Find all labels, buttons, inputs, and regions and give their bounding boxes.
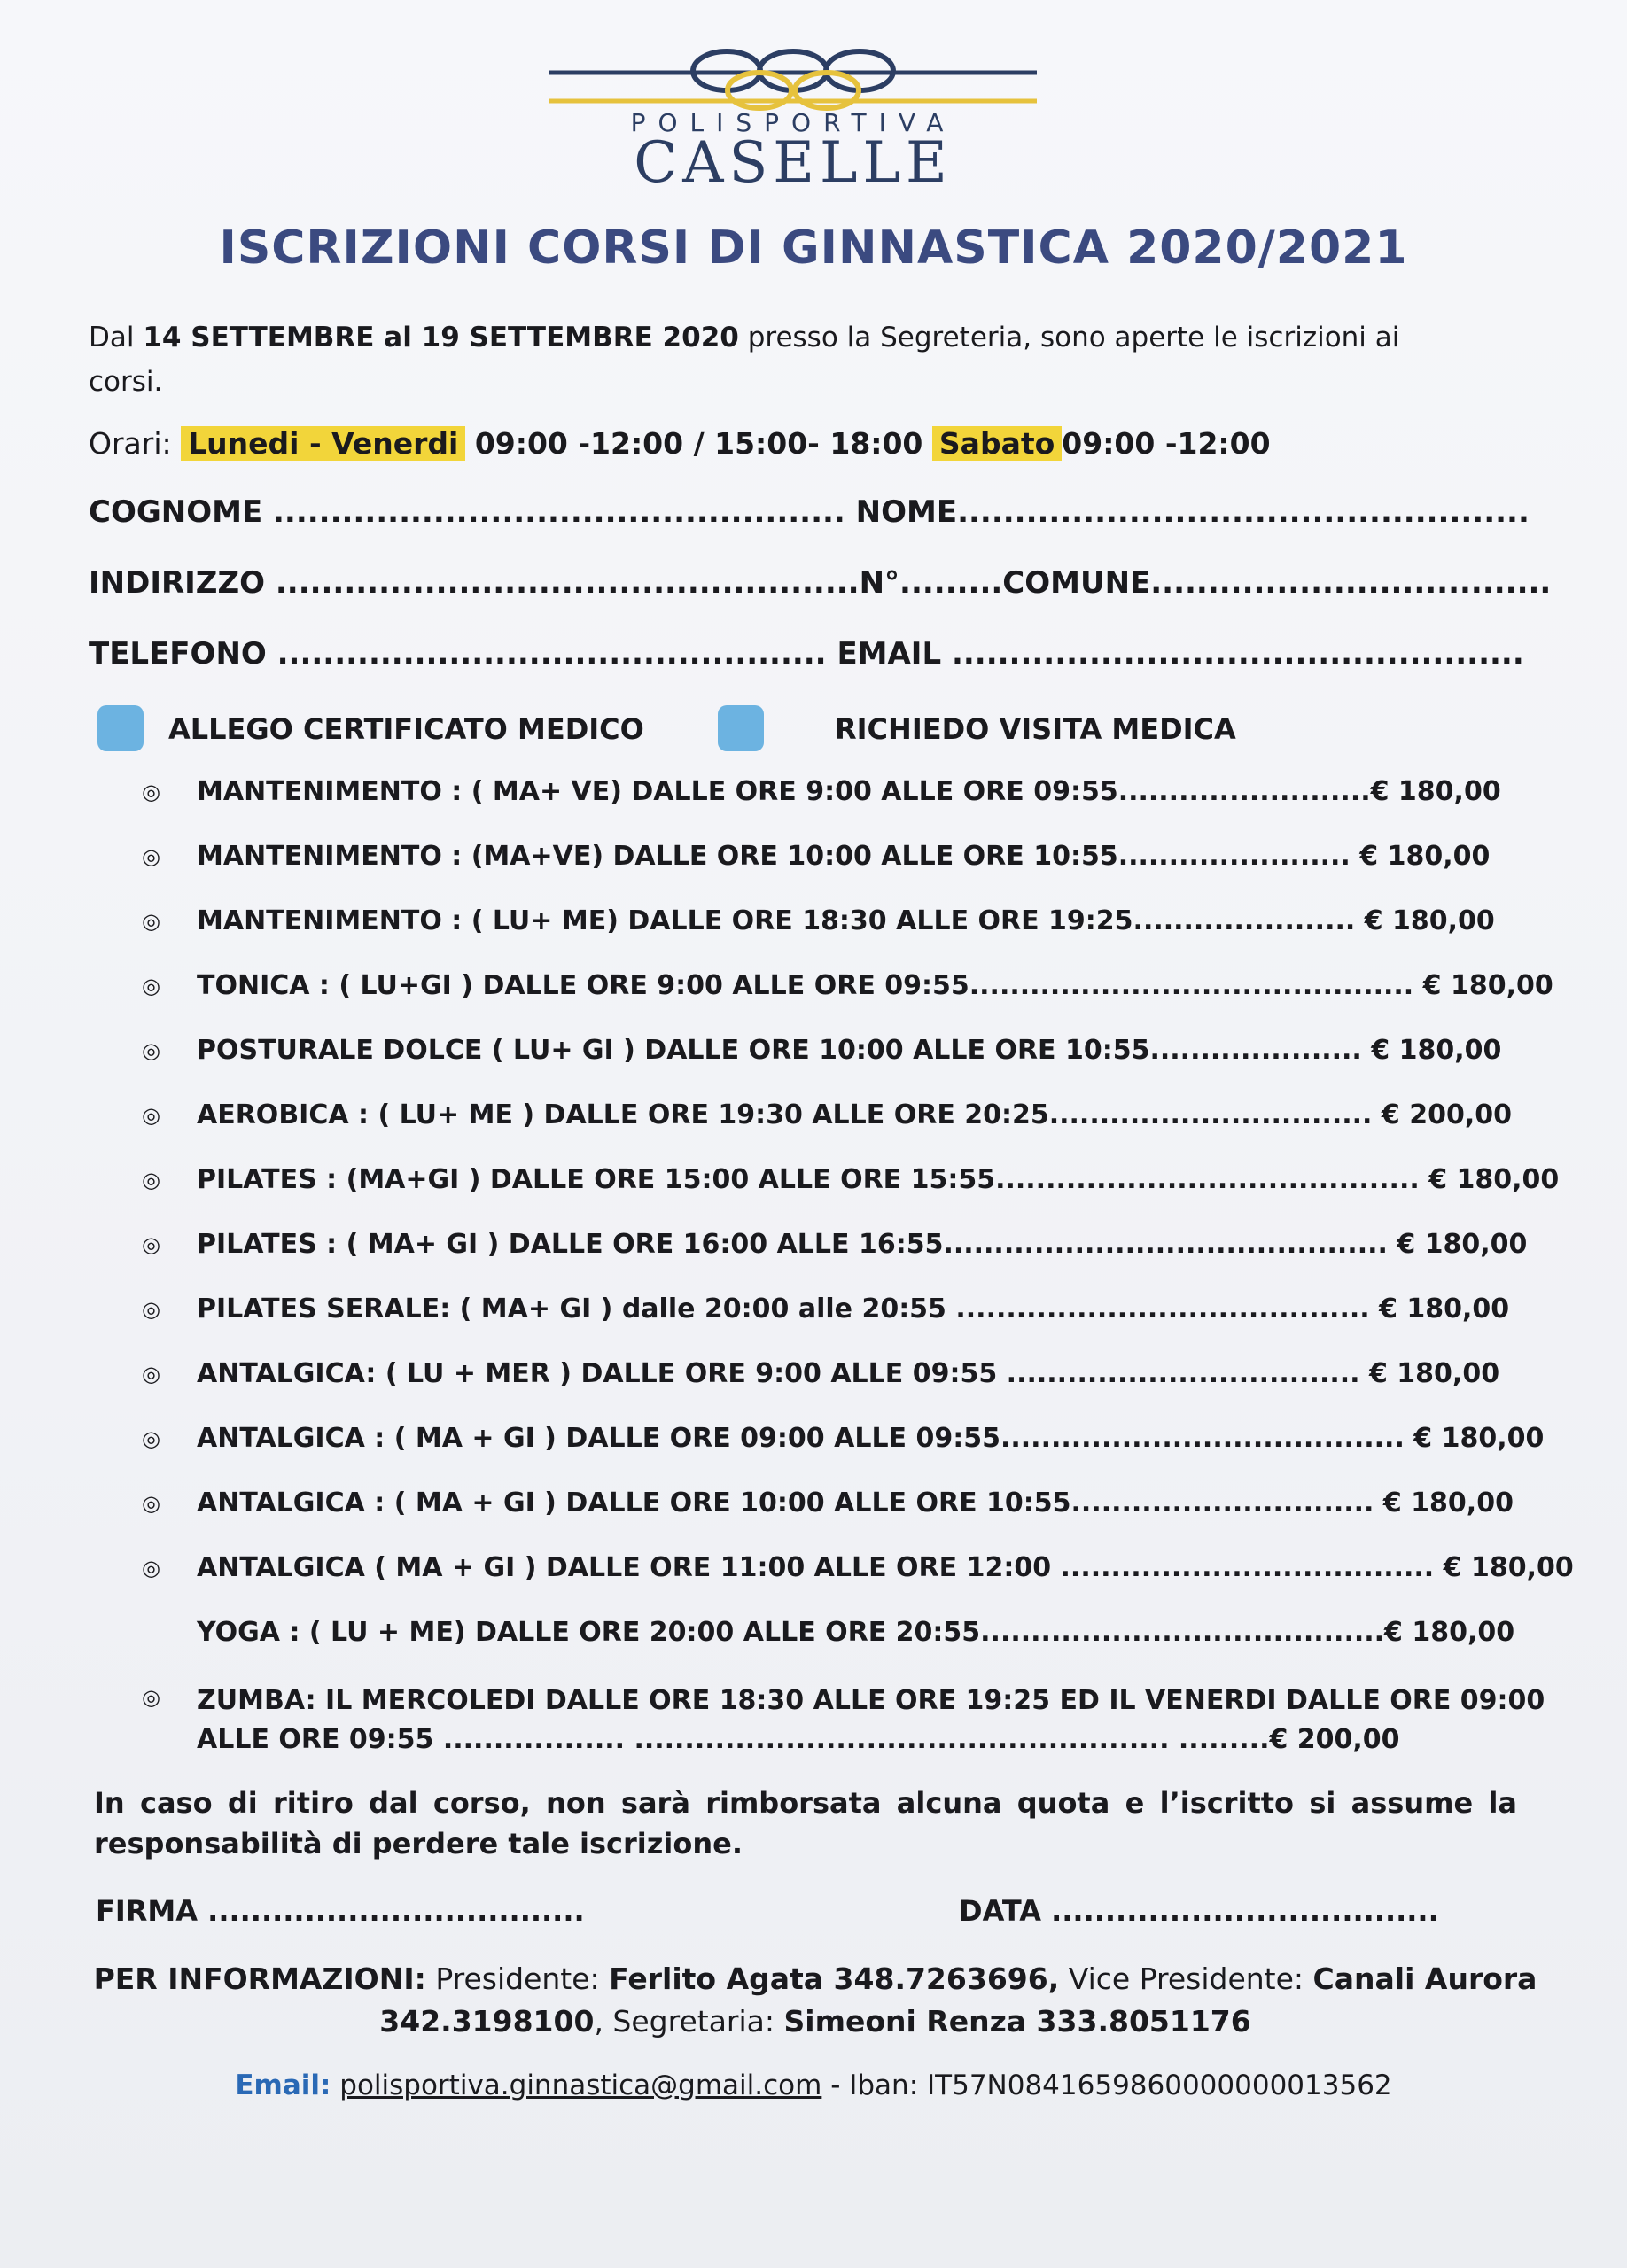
hours-label: Orari:: [89, 426, 172, 461]
intro-prefix: Dal: [89, 322, 144, 353]
intro-end-date: 19 SETTEMBRE 2020: [421, 322, 739, 353]
bullet-icon: ◎: [142, 1556, 160, 1581]
signature-field[interactable]: FIRMA ...................................: [96, 1894, 585, 1928]
course-text: ANTALGICA : ( MA + GI ) DALLE ORE 09:00 ALLE 09:55........................................ € 180,00: [197, 1423, 1545, 1454]
field-cognome-nome[interactable]: COGNOME .................................................. NOME..................................................: [89, 494, 1530, 530]
course-text: TONICA : ( LU+GI ) DALLE ORE 9:00 ALLE ORE 09:55............................................ € 180,00: [197, 970, 1553, 1001]
vice-label: Vice Presidente:: [1059, 1961, 1313, 1996]
course-item: [142, 1091, 1524, 1155]
president-label: Presidente:: [425, 1961, 610, 1996]
course-text: YOGA : ( LU + ME) DALLE ORE 20:00 ALLE ORE 20:55........................................€ 180,00: [197, 1617, 1515, 1648]
refund-notice: In caso di ritiro dal corso, non sarà rimborsata alcuna quota e l’iscritto si assume la responsabilità di perdere tale iscrizione.: [94, 1786, 1517, 1860]
bullet-icon: ◎: [142, 1426, 160, 1451]
page-title: ISCRIZIONI CORSI DI GINNASTICA 2020/2021: [219, 221, 1408, 275]
date-field[interactable]: DATA ....................................: [959, 1894, 1439, 1928]
logo-main-text: CASELLE: [634, 130, 953, 196]
course-text: ZUMBA: IL MERCOLEDI DALLE ORE 18:30 ALLE ORE 19:25 ED IL VENERDI DALLE ORE 09:00 ALLE ORE 09:55 .................. ..................................................... .........€ 200,00: [197, 1685, 1545, 1755]
saturday-hours: 09:00 -12:00: [1062, 426, 1271, 461]
course-text: PILATES SERALE: ( MA+ GI ) dalle 20:00 alle 20:55 ......................................... € 180,00: [197, 1293, 1510, 1324]
course-item: [142, 767, 1524, 832]
iban-label: - Iban:: [821, 2070, 928, 2101]
weekday-hours: 09:00 -12:00 / 15:00- 18:00: [474, 426, 923, 461]
logo-rings-icon: [545, 35, 1041, 115]
bullet-icon: ◎: [142, 1685, 160, 1710]
course-item: [142, 1220, 1528, 1285]
intro-suffix: presso la Segreteria, sono aperte le iscrizioni ai corsi.: [89, 322, 1400, 398]
bullet-icon: ◎: [142, 780, 160, 804]
course-text: ANTALGICA : ( MA + GI ) DALLE ORE 10:00 ALLE ORE 10:55.............................. € 180,00: [197, 1487, 1514, 1518]
intro-start-date: 14 SETTEMBRE: [143, 322, 375, 353]
iban-value: IT57N0841659860000000013562: [927, 2070, 1392, 2101]
bullet-icon: ◎: [142, 844, 160, 869]
info-label: PER INFORMAZIONI:: [93, 1961, 426, 1996]
course-item: [142, 961, 1553, 1026]
secretary-contact: Simeoni Renza 333.8051176: [783, 2004, 1251, 2039]
vice-contact: Canali Aurora 342.3198100: [379, 1961, 1537, 2039]
bullet-icon: ◎: [142, 1038, 160, 1063]
visit-label: RICHIEDO VISITA MEDICA: [835, 712, 1236, 746]
bullet-icon: ◎: [142, 1491, 160, 1516]
medical-options: [94, 705, 1512, 758]
bullet-icon: ◎: [142, 1168, 160, 1192]
course-text: MANTENIMENTO : ( LU+ ME) DALLE ORE 18:30 ALLE ORE 19:25...................... € 180,00: [197, 905, 1495, 936]
certificate-label: ALLEGO CERTIFICATO MEDICO: [168, 712, 644, 746]
field-indirizzo-comune[interactable]: INDIRIZZO ...................................................N°.........COMUNE...................................: [89, 565, 1552, 601]
bullet-icon: ◎: [142, 974, 160, 998]
president-contact: Ferlito Agata 348.7263696,: [609, 1961, 1060, 1996]
intro-mid: al: [374, 322, 422, 353]
bullet-icon: ◎: [142, 1297, 160, 1322]
bullet-icon: ◎: [142, 1103, 160, 1128]
course-text: POSTURALE DOLCE ( LU+ GI ) DALLE ORE 10:00 ALLE ORE 10:55..................... € 180,00: [197, 1035, 1502, 1066]
bullet-icon: ◎: [142, 909, 160, 934]
certificate-checkbox[interactable]: [97, 705, 144, 751]
contact-info: [71, 1958, 1560, 2043]
course-item: [142, 1608, 1524, 1673]
course-text: PILATES : ( MA+ GI ) DALLE ORE 16:00 ALLE 16:55............................................ € 180,00: [197, 1229, 1528, 1260]
bullet-icon: ◎: [142, 1362, 160, 1386]
weekdays-highlight: Lunedi - Venerdi: [181, 426, 465, 461]
course-item: [142, 1543, 1574, 1608]
course-item: [142, 832, 1524, 897]
intro-text: [89, 315, 1471, 404]
bullet-icon: ◎: [142, 1232, 160, 1257]
course-text: ANTALGICA ( MA + GI ) DALLE ORE 11:00 ALLE ORE 12:00 ..................................... € 180,00: [197, 1552, 1574, 1583]
course-list: [142, 767, 1574, 1770]
course-text: MANTENIMENTO : (MA+VE) DALLE ORE 10:00 ALLE ORE 10:55....................... € 180,00: [197, 841, 1491, 872]
logo: [545, 35, 1041, 195]
course-item: [142, 1349, 1524, 1414]
course-text: ANTALGICA: ( LU + MER ) DALLE ORE 9:00 ALLE 09:55 ................................... € 180,00: [197, 1358, 1500, 1389]
course-item: [142, 1673, 1545, 1770]
course-item: [142, 1479, 1524, 1543]
opening-hours: [89, 422, 1524, 466]
email-link[interactable]: polisportiva.ginnastica@gmail.com: [339, 2070, 822, 2101]
course-text: AEROBICA : ( LU+ ME ) DALLE ORE 19:30 ALLE ORE 20:25................................ € 200,00: [197, 1099, 1512, 1130]
field-telefono-email[interactable]: TELEFONO ................................................ EMAIL ..................................................: [89, 636, 1524, 672]
course-item: [142, 1155, 1560, 1220]
course-item: [142, 1414, 1545, 1479]
secretary-label: , Segretaria:: [594, 2004, 784, 2039]
visit-checkbox[interactable]: [718, 705, 764, 751]
course-text: PILATES : (MA+GI ) DALLE ORE 15:00 ALLE ORE 15:55.......................................... € 180,00: [197, 1164, 1560, 1195]
footer: [0, 2070, 1627, 2101]
course-text: MANTENIMENTO : ( MA+ VE) DALLE ORE 9:00 ALLE ORE 09:55.........................€ 180,00: [197, 776, 1501, 807]
email-label: Email:: [235, 2070, 331, 2101]
course-item: [142, 1285, 1524, 1349]
saturday-highlight: Sabato: [932, 426, 1062, 461]
course-item: [142, 897, 1524, 961]
course-item: [142, 1026, 1524, 1091]
logo-top-text: POLISPORTIVA: [630, 108, 956, 137]
